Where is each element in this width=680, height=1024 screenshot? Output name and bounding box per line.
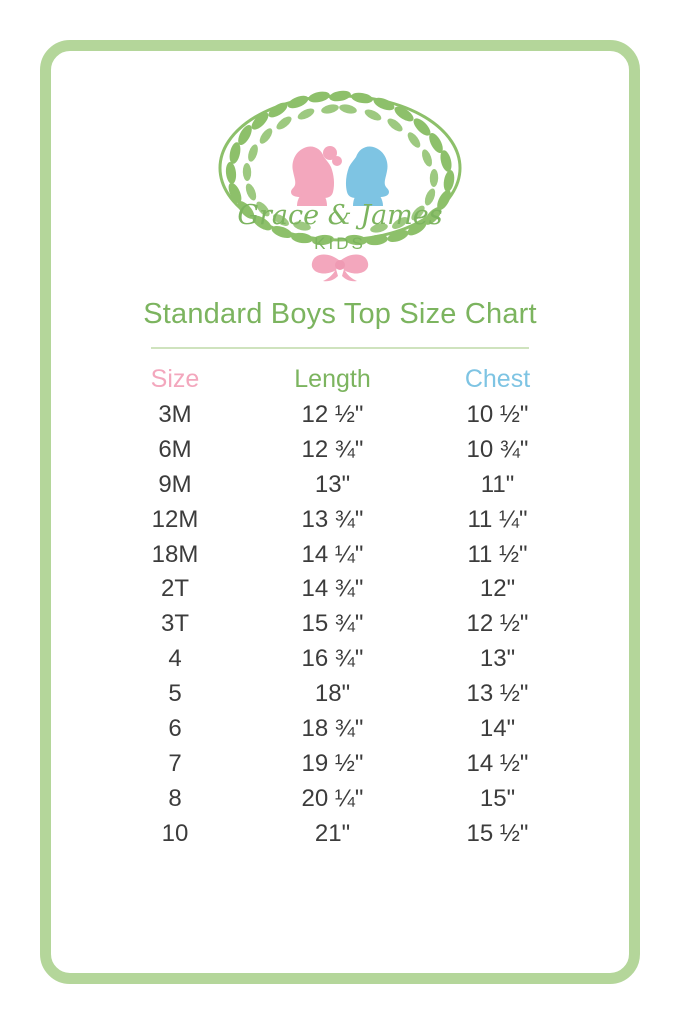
cell-size: 2T [160, 575, 189, 603]
cell-chest: 12" [479, 575, 516, 603]
cell-length: 15 ¾" [301, 610, 364, 638]
cell-size: 8 [168, 784, 182, 812]
table-row [100, 572, 580, 607]
brand-name-script: Grace & James [237, 200, 443, 231]
brand-logo [190, 73, 490, 288]
column-header-chest: Chest [464, 365, 531, 393]
cell-length: 21" [314, 819, 351, 847]
girl-silhouette-icon [291, 146, 342, 206]
cell-length: 18 ¾" [301, 714, 364, 742]
table-row [100, 433, 580, 468]
table-row [100, 607, 580, 642]
cell-length: 12 ½" [301, 401, 364, 428]
brand-name-sub: KIDS [314, 234, 366, 253]
size-chart-table [100, 365, 580, 851]
cell-chest: 13" [479, 645, 516, 673]
size-chart-card [40, 40, 640, 984]
cell-length: 13" [314, 470, 351, 498]
column-header-length: Length [294, 365, 371, 393]
cell-length: 12 ¾" [301, 435, 364, 463]
cell-chest: 14 ½" [466, 749, 529, 777]
table-row [100, 642, 580, 677]
cell-chest: 15 ½" [466, 819, 529, 847]
cell-size: 9M [158, 470, 192, 498]
cell-length: 14 ¼" [301, 540, 364, 568]
cell-size: 6 [168, 714, 182, 742]
table-row [100, 538, 580, 573]
bow-icon [312, 254, 368, 281]
page-title: Standard Boys Top Size Chart [143, 298, 537, 330]
cell-chest: 11" [480, 470, 515, 498]
cell-length: 20 ¼" [301, 784, 364, 812]
cell-chest: 10 ½" [466, 401, 529, 428]
cell-chest: 13 ½" [466, 680, 529, 707]
table-body [100, 398, 580, 851]
table-row [100, 817, 580, 852]
cell-length: 16 ¾" [301, 645, 364, 673]
cell-size: 4 [168, 645, 182, 673]
cell-chest: 12 ½" [466, 610, 529, 638]
table-row [100, 712, 580, 747]
cell-size: 3T [160, 610, 189, 638]
cell-length: 19 ½" [301, 749, 364, 777]
table-row [100, 747, 580, 782]
cell-chest: 14" [479, 714, 516, 742]
cell-length: 14 ¾" [301, 575, 364, 603]
table-row [100, 677, 580, 712]
cell-size: 6M [158, 435, 192, 463]
table-header-row [100, 365, 580, 398]
cell-chest: 15" [479, 784, 516, 812]
cell-size: 12M [151, 505, 199, 533]
cell-chest: 10 ¾" [466, 435, 529, 463]
cell-size: 18M [151, 540, 199, 568]
cell-size: 5 [168, 680, 182, 707]
column-header-size: Size [150, 365, 200, 393]
cell-size: 3M [158, 401, 192, 428]
cell-length: 18" [314, 680, 351, 707]
table-row [100, 782, 580, 817]
cell-chest: 11 ¼" [467, 505, 528, 533]
title-divider [151, 347, 529, 349]
table-row [100, 503, 580, 538]
cell-size: 7 [168, 749, 182, 777]
cell-size: 10 [161, 819, 189, 847]
table-row [100, 398, 580, 433]
table-row [100, 468, 580, 503]
logo-artwork [190, 73, 490, 288]
boy-silhouette-icon [346, 146, 389, 206]
cell-length: 13 ¾" [301, 505, 364, 533]
cell-chest: 11 ½" [467, 540, 528, 568]
